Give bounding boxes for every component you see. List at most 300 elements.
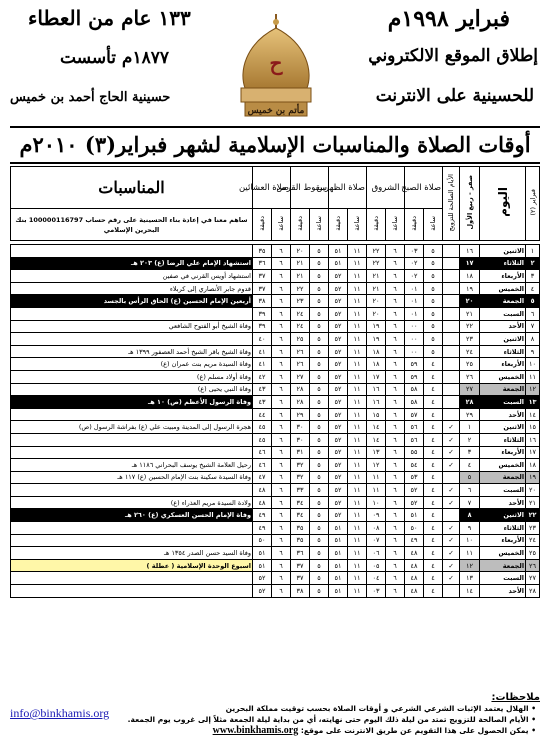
valid-day-check xyxy=(443,270,460,283)
dhuhr-hour: ١١ xyxy=(348,433,367,446)
event-cell: وفاة السيدة مريم بنت عمران (ع) xyxy=(11,358,253,371)
maghrib-minute: ٢٤ xyxy=(291,320,310,333)
hijri-day: ١٣ xyxy=(460,572,480,585)
fajr-minute: ٥٨ xyxy=(405,383,424,396)
table-row xyxy=(11,282,540,295)
maghrib-hour: ٥ xyxy=(310,282,329,295)
maghrib-minute: ٢٨ xyxy=(291,383,310,396)
day-name: الجمعة xyxy=(480,559,526,572)
hijri-day: ٦ xyxy=(460,484,480,497)
table-row xyxy=(11,433,540,446)
event-cell: رحيل العلامة الشيخ يوسف البحراني ١١٨٦ هـ xyxy=(11,459,253,472)
dhuhr-hour: ١١ xyxy=(348,446,367,459)
valid-day-check xyxy=(443,408,460,421)
dhuhr-hour: ١١ xyxy=(348,522,367,535)
table-row xyxy=(11,534,540,547)
table-row xyxy=(11,307,540,320)
event-cell: وفاة الرسول الأعظم (ص) ١٠ هـ xyxy=(11,396,253,409)
isha-hour: ٦ xyxy=(272,484,291,497)
shuruq-minute: ١٥ xyxy=(367,408,386,421)
valid-day-check: ✓ xyxy=(443,547,460,560)
shuruq-hour: ٦ xyxy=(386,333,405,346)
gregorian-day-number: ١٠ xyxy=(526,358,540,371)
maghrib-hour: ٥ xyxy=(310,509,329,522)
hijri-day: ٢٨ xyxy=(460,396,480,409)
day-name: الثلاثاء xyxy=(480,433,526,446)
table-row xyxy=(11,572,540,585)
maghrib-minute: ٢٢ xyxy=(291,282,310,295)
notes-section xyxy=(10,692,540,752)
fajr-hour: ٥ xyxy=(424,333,443,346)
header-left-line2: ١٨٧٧م تأسست xyxy=(60,48,169,68)
shuruq-hour: ٦ xyxy=(386,320,405,333)
maghrib-minute: ٣٠ xyxy=(291,433,310,446)
shuruq-minute: ١٩ xyxy=(367,320,386,333)
dhuhr-minute: ٥٢ xyxy=(329,307,348,320)
valid-day-check xyxy=(443,245,460,258)
isha-hour: ٦ xyxy=(272,245,291,258)
fajr-hour: ٥ xyxy=(424,270,443,283)
dhuhr-hour: ١١ xyxy=(348,383,367,396)
unit-minute: دقيقة xyxy=(253,209,272,241)
day-name: الاثنين xyxy=(480,245,526,258)
dhuhr-minute: ٥٢ xyxy=(329,459,348,472)
maghrib-minute: ٢٦ xyxy=(291,345,310,358)
event-cell: وفاة الإمام الحسن العسكري (ع) ٢٦٠ هـ xyxy=(11,509,253,522)
shuruq-hour: ٦ xyxy=(386,471,405,484)
maghrib-hour: ٥ xyxy=(310,522,329,535)
shuruq-hour: ٦ xyxy=(386,522,405,535)
maghrib-hour: ٥ xyxy=(310,270,329,283)
isha-minute: ٣٦ xyxy=(253,257,272,270)
fajr-minute: ٠٢ xyxy=(405,257,424,270)
shuruq-hour: ٦ xyxy=(386,509,405,522)
day-name: الأربعاء xyxy=(480,534,526,547)
gregorian-day-number: ١٦ xyxy=(526,433,540,446)
shuruq-minute: ٢٠ xyxy=(367,307,386,320)
table-row xyxy=(11,257,540,270)
maghrib-minute: ٣١ xyxy=(291,446,310,459)
day-name: الجمعة xyxy=(480,471,526,484)
shuruq-hour: ٦ xyxy=(386,547,405,560)
shuruq-minute: ١٤ xyxy=(367,433,386,446)
fajr-minute: ٥٢ xyxy=(405,496,424,509)
isha-hour: ٦ xyxy=(272,408,291,421)
maghrib-hour: ٥ xyxy=(310,585,329,598)
gregorian-day-number: ٦ xyxy=(526,307,540,320)
day-name: الخميس xyxy=(480,370,526,383)
shuruq-minute: ٢١ xyxy=(367,282,386,295)
fajr-minute: ٤٨ xyxy=(405,547,424,560)
gregorian-day-number: ١٨ xyxy=(526,459,540,472)
hijri-day: ١ xyxy=(460,421,480,434)
dhuhr-minute: ٥٢ xyxy=(329,282,348,295)
dhuhr-minute: ٥١ xyxy=(329,522,348,535)
dhuhr-minute: ٥٢ xyxy=(329,471,348,484)
gregorian-day-number: ٢٠ xyxy=(526,484,540,497)
fajr-minute: ٥٦ xyxy=(405,421,424,434)
dhuhr-hour: ١١ xyxy=(348,534,367,547)
fajr-hour: ٤ xyxy=(424,396,443,409)
event-cell: استشهاد الإمام علي الرضا (ع) ٢٠٣ هـ xyxy=(11,257,253,270)
maghrib-hour: ٥ xyxy=(310,345,329,358)
hijri-day: ٢٧ xyxy=(460,383,480,396)
valid-day-check: ✓ xyxy=(443,522,460,535)
event-cell: وفاة الشيخ باقر الشيخ أحمد العصفور ١٣٩٩ هـ xyxy=(11,345,253,358)
fajr-hour: ٤ xyxy=(424,547,443,560)
isha-hour: ٦ xyxy=(272,421,291,434)
dhuhr-hour: ١١ xyxy=(348,282,367,295)
shuruq-minute: ٢٠ xyxy=(367,295,386,308)
dhuhr-minute: ٥٢ xyxy=(329,396,348,409)
isha-hour: ٦ xyxy=(272,547,291,560)
table-row xyxy=(11,408,540,421)
gregorian-day-number: ٢٦ xyxy=(526,559,540,572)
shuruq-hour: ٦ xyxy=(386,270,405,283)
isha-minute: ٤٣ xyxy=(253,383,272,396)
dhuhr-minute: ٥٢ xyxy=(329,358,348,371)
day-name: السبت xyxy=(480,484,526,497)
shuruq-hour: ٦ xyxy=(386,370,405,383)
shuruq-minute: ١١ xyxy=(367,484,386,497)
fajr-hour: ٥ xyxy=(424,307,443,320)
dhuhr-hour: ١١ xyxy=(348,307,367,320)
valid-day-check xyxy=(443,471,460,484)
isha-minute: ٤١ xyxy=(253,345,272,358)
hijri-day: ١٦ xyxy=(460,245,480,258)
valid-day-check: ✓ xyxy=(443,572,460,585)
maghrib-hour: ٥ xyxy=(310,572,329,585)
isha-minute: ٤٠ xyxy=(253,333,272,346)
table-body xyxy=(11,241,540,598)
dhuhr-hour: ١١ xyxy=(348,459,367,472)
isha-hour: ٦ xyxy=(272,270,291,283)
isha-minute: ٤٦ xyxy=(253,459,272,472)
valid-day-check: ✓ xyxy=(443,433,460,446)
fajr-minute: ٠٢ xyxy=(405,270,424,283)
dhuhr-minute: ٥١ xyxy=(329,559,348,572)
event-cell xyxy=(11,408,253,421)
dhuhr-hour: ١١ xyxy=(348,333,367,346)
day-name: الخميس xyxy=(480,459,526,472)
shuruq-hour: ٦ xyxy=(386,245,405,258)
maghrib-hour: ٥ xyxy=(310,307,329,320)
email-link[interactable]: info@binkhamis.org xyxy=(10,706,110,720)
fajr-hour: ٤ xyxy=(424,421,443,434)
maghrib-hour: ٥ xyxy=(310,320,329,333)
maghrib-minute: ٣٨ xyxy=(291,585,310,598)
fajr-hour: ٤ xyxy=(424,585,443,598)
header-left-line1: ١٣٣ عام من العطاء xyxy=(28,6,191,30)
hijri-day: ٢٤ xyxy=(460,345,480,358)
fajr-hour: ٤ xyxy=(424,484,443,497)
isha-hour: ٦ xyxy=(272,345,291,358)
gregorian-day-number: ٢٣ xyxy=(526,522,540,535)
maghrib-minute: ٣٣ xyxy=(291,484,310,497)
dhuhr-hour: ١١ xyxy=(348,358,367,371)
dhuhr-minute: ٥٢ xyxy=(329,433,348,446)
fajr-hour: ٥ xyxy=(424,320,443,333)
dhuhr-minute: ٥٢ xyxy=(329,421,348,434)
maghrib-minute: ٢١ xyxy=(291,270,310,283)
shuruq-minute: ٠٦ xyxy=(367,547,386,560)
shuruq-hour: ٦ xyxy=(386,257,405,270)
event-cell xyxy=(11,307,253,320)
day-name: الأحد xyxy=(480,408,526,421)
table-row xyxy=(11,270,540,283)
shuruq-hour: ٦ xyxy=(386,408,405,421)
shuruq-minute: ٠٣ xyxy=(367,585,386,598)
maghrib-hour: ٥ xyxy=(310,383,329,396)
col-hijri: صفر - ربيع الأول xyxy=(460,167,480,241)
table-row xyxy=(11,585,540,598)
valid-day-check: ✓ xyxy=(443,459,460,472)
maghrib-minute: ٢١ xyxy=(291,257,310,270)
fajr-minute: ٠٠ xyxy=(405,333,424,346)
table-row xyxy=(11,333,540,346)
event-cell: وفاة السيدة سكينة بنت الإمام الحسين (ع) ١١٧ هـ xyxy=(11,471,253,484)
fajr-minute: ٠١ xyxy=(405,282,424,295)
dhuhr-hour: ١١ xyxy=(348,421,367,434)
donation-note: ساهم معنا في إعادة بناء الحسينية على رقم حساب 100000116797 بنك البحرين الإسلامي xyxy=(11,209,253,241)
table-row xyxy=(11,446,540,459)
maghrib-hour: ٥ xyxy=(310,257,329,270)
unit-minute: دقيقة xyxy=(291,209,310,241)
shuruq-minute: ١٨ xyxy=(367,358,386,371)
valid-day-check: ✓ xyxy=(443,496,460,509)
table-row xyxy=(11,484,540,497)
table-row xyxy=(11,396,540,409)
unit-minute: دقيقة xyxy=(367,209,386,241)
isha-hour: ٦ xyxy=(272,559,291,572)
header xyxy=(0,0,550,126)
fajr-minute: ٠١ xyxy=(405,295,424,308)
shuruq-hour: ٦ xyxy=(386,484,405,497)
note-item: • يمكن الحصول على هذا التقويم عن طريق الانترنت على موقع: www.binkhamis.org xyxy=(10,725,536,736)
fajr-minute: ٤٨ xyxy=(405,559,424,572)
gregorian-day-number: ٢٤ xyxy=(526,534,540,547)
col-valid-days: الأيام الصالحة للتزويج xyxy=(443,167,460,241)
maghrib-hour: ٥ xyxy=(310,245,329,258)
isha-hour: ٦ xyxy=(272,572,291,585)
fajr-minute: ٥٩ xyxy=(405,370,424,383)
fajr-minute: ٥٣ xyxy=(405,471,424,484)
valid-day-check: ✓ xyxy=(443,421,460,434)
fajr-minute: ٤٨ xyxy=(405,572,424,585)
header-right-line2: إطلاق الموقع الالكتروني xyxy=(368,46,538,66)
valid-day-check xyxy=(443,383,460,396)
unit-hour: ساعة xyxy=(348,209,367,241)
hijri-day: ١٨ xyxy=(460,270,480,283)
event-cell xyxy=(11,245,253,258)
shuruq-minute: ١٠ xyxy=(367,496,386,509)
maghrib-hour: ٥ xyxy=(310,333,329,346)
hijri-day: ٩ xyxy=(460,522,480,535)
valid-day-check xyxy=(443,396,460,409)
event-cell: وفاة الشيخ أبو الفتوح الشافعي xyxy=(11,320,253,333)
valid-day-check xyxy=(443,307,460,320)
maghrib-hour: ٥ xyxy=(310,496,329,509)
website-link[interactable]: www.binkhamis.org xyxy=(212,725,299,736)
note-item: • الأيام الصالحة للتزويج تمتد من ليلة ذلك اليوم حتى نهايته، أي من بداية ليلة الجمعة مثلاً إلى غروب يوم الجمعة. xyxy=(10,714,536,725)
hijri-day: ٢٣ xyxy=(460,333,480,346)
day-name: الأحد xyxy=(480,585,526,598)
day-name: الجمعة xyxy=(480,383,526,396)
col-feb: فبراير (٢) xyxy=(526,167,540,241)
dhuhr-hour: ١١ xyxy=(348,496,367,509)
shuruq-minute: ١٢ xyxy=(367,459,386,472)
fajr-hour: ٤ xyxy=(424,522,443,535)
shuruq-hour: ٦ xyxy=(386,396,405,409)
shuruq-minute: ١٧ xyxy=(367,370,386,383)
fajr-hour: ٤ xyxy=(424,471,443,484)
shuruq-hour: ٦ xyxy=(386,282,405,295)
table-row xyxy=(11,370,540,383)
day-name: السبت xyxy=(480,396,526,409)
isha-hour: ٦ xyxy=(272,333,291,346)
fajr-minute: ٠٣ xyxy=(405,245,424,258)
hijri-day: ١٤ xyxy=(460,585,480,598)
maghrib-hour: ٥ xyxy=(310,484,329,497)
dhuhr-minute: ٥٢ xyxy=(329,345,348,358)
table-row xyxy=(11,509,540,522)
isha-hour: ٦ xyxy=(272,295,291,308)
gregorian-day-number: ٥ xyxy=(526,295,540,308)
day-name: الاثنين xyxy=(480,421,526,434)
hijri-day: ٢٩ xyxy=(460,408,480,421)
isha-hour: ٦ xyxy=(272,534,291,547)
valid-day-check: ✓ xyxy=(443,446,460,459)
shuruq-minute: ٢١ xyxy=(367,270,386,283)
hijri-day: ١١ xyxy=(460,547,480,560)
fajr-hour: ٥ xyxy=(424,295,443,308)
event-cell xyxy=(11,333,253,346)
hijri-day: ١٠ xyxy=(460,534,480,547)
shuruq-hour: ٦ xyxy=(386,534,405,547)
shuruq-hour: ٦ xyxy=(386,307,405,320)
dhuhr-hour: ١١ xyxy=(348,471,367,484)
fajr-hour: ٥ xyxy=(424,282,443,295)
shuruq-hour: ٦ xyxy=(386,358,405,371)
header-left-line3: حسينية الحاج أحمد بن خميس xyxy=(10,90,171,105)
day-name: الاثنين xyxy=(480,333,526,346)
day-name: الخميس xyxy=(480,282,526,295)
isha-minute: ٤٨ xyxy=(253,496,272,509)
dhuhr-minute: ٥١ xyxy=(329,534,348,547)
gregorian-day-number: ٢٢ xyxy=(526,509,540,522)
isha-minute: ٤٨ xyxy=(253,484,272,497)
maghrib-minute: ٢٩ xyxy=(291,408,310,421)
dhuhr-hour: ١١ xyxy=(348,396,367,409)
isha-hour: ٦ xyxy=(272,282,291,295)
mosque-dome-logo xyxy=(233,14,319,120)
event-cell xyxy=(11,484,253,497)
hijri-day: ٨ xyxy=(460,509,480,522)
dhuhr-hour: ١١ xyxy=(348,320,367,333)
maghrib-minute: ٣٤ xyxy=(291,509,310,522)
isha-minute: ٣٩ xyxy=(253,307,272,320)
note-item: • الهلال يعتمد الإثبات الشرعي الشرعي و أوقات الصلاة بحسب توقيت مملكة البحرين xyxy=(10,703,536,714)
shuruq-minute: ١٦ xyxy=(367,396,386,409)
valid-day-check xyxy=(443,509,460,522)
gregorian-day-number: ١٩ xyxy=(526,471,540,484)
col-fajr: صلاة الصبح xyxy=(405,167,443,209)
isha-minute: ٤٩ xyxy=(253,522,272,535)
gregorian-day-number: ٢٧ xyxy=(526,572,540,585)
unit-hour: ساعة xyxy=(424,209,443,241)
fajr-minute: ٥٦ xyxy=(405,433,424,446)
dhuhr-hour: ١١ xyxy=(348,509,367,522)
valid-day-check xyxy=(443,585,460,598)
isha-minute: ٣٨ xyxy=(253,295,272,308)
fajr-minute: ٠٠ xyxy=(405,320,424,333)
event-cell xyxy=(11,446,253,459)
dhuhr-hour: ١١ xyxy=(348,559,367,572)
maghrib-hour: ٥ xyxy=(310,433,329,446)
maghrib-hour: ٥ xyxy=(310,446,329,459)
isha-hour: ٦ xyxy=(272,446,291,459)
col-shuruq: الشروق xyxy=(367,167,405,209)
shuruq-minute: ١٤ xyxy=(367,421,386,434)
fajr-minute: ٠١ xyxy=(405,307,424,320)
shuruq-minute: ٠٩ xyxy=(367,509,386,522)
maghrib-hour: ٥ xyxy=(310,358,329,371)
dhuhr-minute: ٥١ xyxy=(329,547,348,560)
shuruq-minute: ١٨ xyxy=(367,345,386,358)
day-name: السبت xyxy=(480,307,526,320)
dhuhr-hour: ١١ xyxy=(348,257,367,270)
hijri-day: ١٩ xyxy=(460,282,480,295)
fajr-minute: ٤٨ xyxy=(405,585,424,598)
event-cell: اسبوع الوحدة الإسلامية ( عطلة ) xyxy=(11,559,253,572)
maghrib-hour: ٥ xyxy=(310,421,329,434)
unit-minute: دقيقة xyxy=(405,209,424,241)
dhuhr-minute: ٥٢ xyxy=(329,484,348,497)
fajr-minute: ٥٤ xyxy=(405,459,424,472)
isha-minute: ٤٧ xyxy=(253,471,272,484)
isha-minute: ٤٤ xyxy=(253,408,272,421)
maghrib-hour: ٥ xyxy=(310,459,329,472)
valid-day-check xyxy=(443,358,460,371)
shuruq-hour: ٦ xyxy=(386,345,405,358)
maghrib-minute: ٢٨ xyxy=(291,396,310,409)
event-cell: وفاة النبي يحيى (ع) xyxy=(11,383,253,396)
fajr-hour: ٤ xyxy=(424,370,443,383)
fajr-minute: ٥٥ xyxy=(405,446,424,459)
valid-day-check: ✓ xyxy=(443,559,460,572)
table-row xyxy=(11,421,540,434)
day-name: الاثنين xyxy=(480,509,526,522)
maghrib-minute: ٢٦ xyxy=(291,358,310,371)
unit-hour: ساعة xyxy=(386,209,405,241)
fajr-minute: ٤٩ xyxy=(405,534,424,547)
unit-minute: دقيقة xyxy=(329,209,348,241)
fajr-hour: ٥ xyxy=(424,245,443,258)
table-row xyxy=(11,295,540,308)
day-name: الثلاثاء xyxy=(480,345,526,358)
gregorian-day-number: ١٧ xyxy=(526,446,540,459)
shuruq-minute: ١١ xyxy=(367,471,386,484)
day-name: الثلاثاء xyxy=(480,257,526,270)
isha-minute: ٤٣ xyxy=(253,396,272,409)
dhuhr-minute: ٥١ xyxy=(329,572,348,585)
col-dhuhr: صلاة الظهرين xyxy=(329,167,367,209)
svg-text:مأتم بن خميس: مأتم بن خميس xyxy=(247,106,305,116)
day-name: الأربعاء xyxy=(480,446,526,459)
isha-hour: ٦ xyxy=(272,459,291,472)
dhuhr-hour: ١١ xyxy=(348,408,367,421)
fajr-hour: ٥ xyxy=(424,257,443,270)
